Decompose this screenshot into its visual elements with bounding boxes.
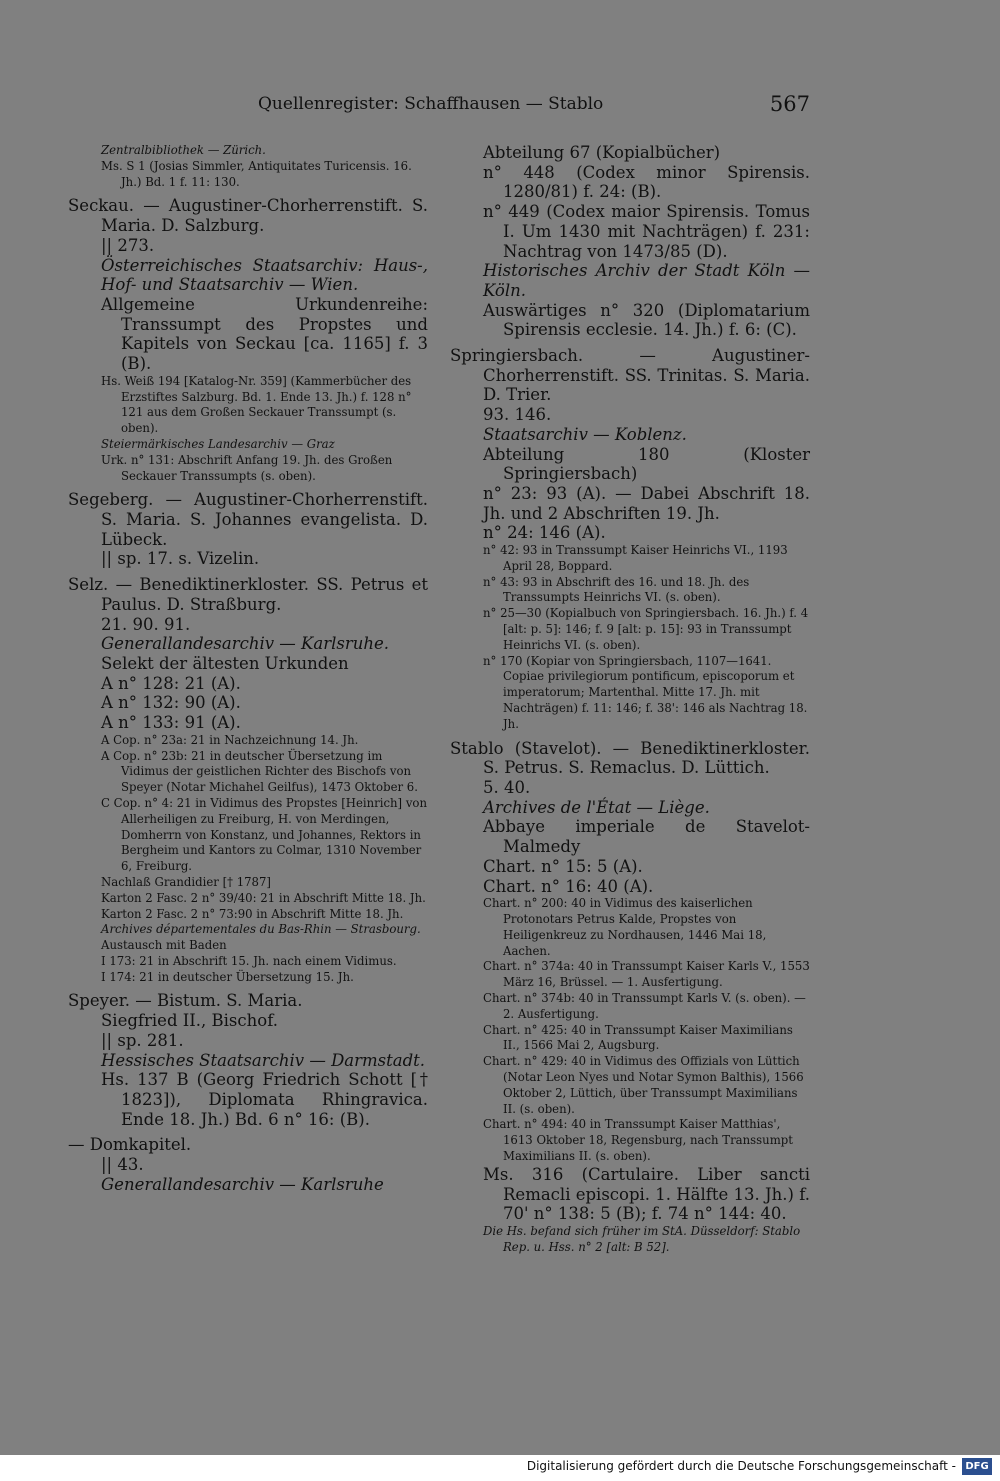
register-entry: Chart. n° 16: 40 (A). [483, 876, 654, 896]
register-entry: Auswärtiges n° 320 (Diplomatarium Spirensis ecclesie. 14. Jh.) f. 6: (C). [483, 300, 810, 340]
register-entry: Chart. n° 425: 40 in Transsumpt Kaiser Maximilians II., 1566 Mai 2, Augsburg. [483, 1022, 793, 1053]
register-entry: Österreichisches Staatsarchiv: Haus-, Hof- und Staatsarchiv — Wien. [101, 255, 428, 295]
register-entry: Chart. n° 200: 40 in Vidimus des kaiserlichen Protonotars Petrus Kalde, Propstes von Heiligenkreuz zu Nordhausen, 1446 Mai 18, Aachen. [483, 896, 767, 958]
register-entry: A n° 132: 90 (A). [101, 693, 241, 713]
register-entry: Hs. 137 B (Georg Friedrich Schott [† 1823]), Diplomata Rhingravica. Ende 18. Jh.) Bd. 6 n° 16: (B). [101, 1070, 428, 1129]
register-entry: Siegfried II., Bischof. [101, 1011, 278, 1031]
register-entry: || 43. [101, 1155, 144, 1175]
register-entry: Abteilung 180 (Kloster Springiersbach) [483, 444, 810, 484]
register-entry: Nachlaß Grandidier [† 1787] [101, 874, 271, 889]
register-entry: n° 448 (Codex minor Spirensis. 1280/81) f. 24: (B). [483, 162, 810, 202]
register-entry: Generallandesarchiv — Karlsruhe [101, 1174, 384, 1194]
register-entry: — Domkapitel. [68, 1135, 192, 1155]
register-entry: C Cop. n° 4: 21 in Vidimus des Propstes [Heinrich] von Allerheiligen zu Freiburg, H. von Merdingen, Domherrn von Konstanz, und Johannes, Rektors in Bergheim und Kantors zu Colmar, 1310 November 6, Freiburg. [101, 795, 427, 874]
register-entry: A n° 128: 21 (A). [101, 673, 241, 693]
page-number: 567 [769, 92, 810, 116]
running-title: Quellenregister: Schaffhausen — Stablo [258, 94, 604, 114]
register-entry: Chart. n° 374b: 40 in Transsumpt Karls V. (s. oben). — 2. Ausfertigung. [483, 991, 806, 1021]
register-entry: Generallandesarchiv — Karlsruhe. [101, 634, 390, 654]
register-entry: Chart. n° 15: 5 (A). [483, 856, 643, 876]
right-column [450, 143, 810, 1256]
footer-credit: Digitalisierung gefördert durch die Deutsche Forschungsgemeinschaft - [526, 1459, 956, 1473]
register-entry: Abteilung 67 (Kopialbücher) [483, 143, 721, 162]
register-entry: Selz. — Benediktinerkloster. SS. Petrus et Paulus. D. Straßburg. [68, 575, 428, 614]
register-entry: Seckau. — Augustiner-Chorherrenstift. S. Maria. D. Salzburg. [68, 196, 428, 236]
register-entry: Hs. Weiß 194 [Katalog-Nr. 359] (Kammerbücher des Erzstiftes Salzburg. Bd. 1. Ende 13. Jh.) f. 128 n° 121 aus dem Großen Seckauer Transsumpt (s. oben). [101, 373, 412, 436]
register-entry: Chart. n° 429: 40 in Vidimus des Offizials von Lüttich (Notar Leon Nyes und Notar Symon Balthis), 1566 Oktober 2, Lüttich, über Transsumpt Maximilians II. (s. oben). [483, 1054, 804, 1116]
register-entry: n° 42: 93 in Transsumpt Kaiser Heinrichs VI., 1193 April 28, Boppard. [483, 543, 788, 573]
register-entry: Historisches Archiv der Stadt Köln — Köln. [483, 261, 810, 300]
footer-bar [0, 1455, 1000, 1481]
register-entry: 93. 146. [483, 405, 552, 425]
register-entry: n° 25—30 (Kopialbuch von Springiersbach. 16. Jh.) f. 4 [alt: p. 5]: 146; f. 9 [alt: p. 15]: 93 in Transsumpt Heinrichs VI. (s. oben). [483, 606, 809, 652]
register-entry: Abbaye imperiale de Stavelot-Malmedy [483, 817, 810, 857]
register-entry: n° 24: 146 (A). [483, 523, 606, 543]
dfg-logo: DFG [962, 1458, 992, 1475]
register-entry: Ms. 316 (Cartulaire. Liber sancti Remacli episcopi. 1. Hälfte 13. Jh.) f. 70' n° 138: 5 (B); f. 74 n° 144: 40. [483, 1164, 810, 1224]
left-column [68, 143, 428, 1195]
register-entry: A Cop. n° 23b: 21 in deutscher Übersetzung im Vidimus der geistlichen Richter des Bischofs von Speyer (Notar Michahel Geilfus), 1473 Oktober 6. [101, 748, 418, 795]
register-entry: n° 43: 93 in Abschrift des 16. und 18. Jh. des Transsumpts Heinrichs VI. (s. oben). [483, 574, 750, 605]
register-entry: || 273. [101, 235, 155, 255]
register-entry: A n° 133: 91 (A). [101, 713, 241, 733]
register-entry: Steiermärkisches Landesarchiv — Graz [101, 436, 335, 451]
register-entry: Archives départementales du Bas-Rhin — Strasbourg. [101, 922, 421, 937]
register-entry: n° 23: 93 (A). — Dabei Abschrift 18. Jh. und 2 Abschriften 19. Jh. [483, 483, 810, 523]
register-entry: Chart. n° 374a: 40 in Transsumpt Kaiser Karls V., 1553 März 16, Brüssel. — 1. Ausfertigung. [483, 959, 810, 990]
register-entry: A Cop. n° 23a: 21 in Nachzeichnung 14. Jh. [101, 732, 359, 747]
register-entry: n° 449 (Codex maior Spirensis. Tomus I. Um 1430 mit Nachträgen) f. 231: Nachtrag von 1473/85 (D). [483, 202, 810, 261]
register-entry: Die Hs. befand sich früher im StA. Düsseldorf: Stablo Rep. u. Hss. n° 2 [alt: B 52]. [483, 1223, 801, 1254]
register-entry: || sp. 281. [101, 1030, 184, 1050]
register-entry: Karton 2 Fasc. 2 n° 73:90 in Abschrift Mitte 18. Jh. [101, 906, 404, 921]
register-entry: Zentralbibliothek — Zürich. [101, 143, 266, 157]
register-entry: Stablo (Stavelot). — Benediktinerkloster. S. Petrus. S. Remaclus. D. Lüttich. [450, 738, 810, 778]
register-entry: Selekt der ältesten Urkunden [101, 653, 349, 673]
register-entry: Allgemeine Urkundenreihe: Transsumpt des Propstes und Kapitels von Seckau [ca. 1165] f. 3 (B). [101, 294, 428, 374]
register-entry: Hessisches Staatsarchiv — Darmstadt. [101, 1050, 426, 1070]
register-entry: Austausch mit Baden [101, 938, 227, 953]
register-entry: Chart. n° 494: 40 in Transsumpt Kaiser Matthias', 1613 Oktober 18, Regensburg, nach Transsumpt Maximilians II. (s. oben). [483, 1117, 793, 1163]
register-entry: n° 170 (Kopiar von Springiersbach, 1107—1641. Copiae privilegiorum pontificum, episcoporum et imperatorum; Martenthal. Mitte 17. Jh. mit Nachträgen) f. 11: 146; f. 38': 146 als Nachtrag 18. Jh. [483, 653, 808, 731]
register-entry: Staatsarchiv — Koblenz. [483, 424, 687, 444]
register-entry: Archives de l'État — Liège. [483, 797, 710, 817]
register-entry: Segeberg. — Augustiner-Chorherrenstift. S. Maria. S. Johannes evangelista. D. Lübeck. [68, 490, 428, 549]
register-entry: I 173: 21 in Abschrift 15. Jh. nach einem Vidimus. [101, 953, 397, 968]
running-header [68, 92, 810, 122]
register-entry: Ms. S 1 (Josias Simmler, Antiquitates Turicensis. 16. Jh.) Bd. 1 f. 11: 130. [101, 158, 412, 189]
register-entry: Springiersbach. — Augustiner-Chorherrenstift. SS. Trinitas. S. Maria. D. Trier. [450, 346, 810, 405]
register-entry: I 174: 21 in deutscher Übersetzung 15. Jh. [101, 969, 354, 984]
register-entry: Karton 2 Fasc. 2 n° 39/40: 21 in Abschrift Mitte 18. Jh. [101, 890, 426, 905]
register-entry: 21. 90. 91. [101, 614, 191, 634]
register-entry: Speyer. — Bistum. S. Maria. [68, 991, 303, 1011]
register-entry: Urk. n° 131: Abschrift Anfang 19. Jh. des Großen Seckauer Transsumpts (s. oben). [101, 452, 393, 483]
register-entry: 5. 40. [483, 778, 531, 798]
register-entry: || sp. 17. s. Vizelin. [101, 549, 260, 569]
